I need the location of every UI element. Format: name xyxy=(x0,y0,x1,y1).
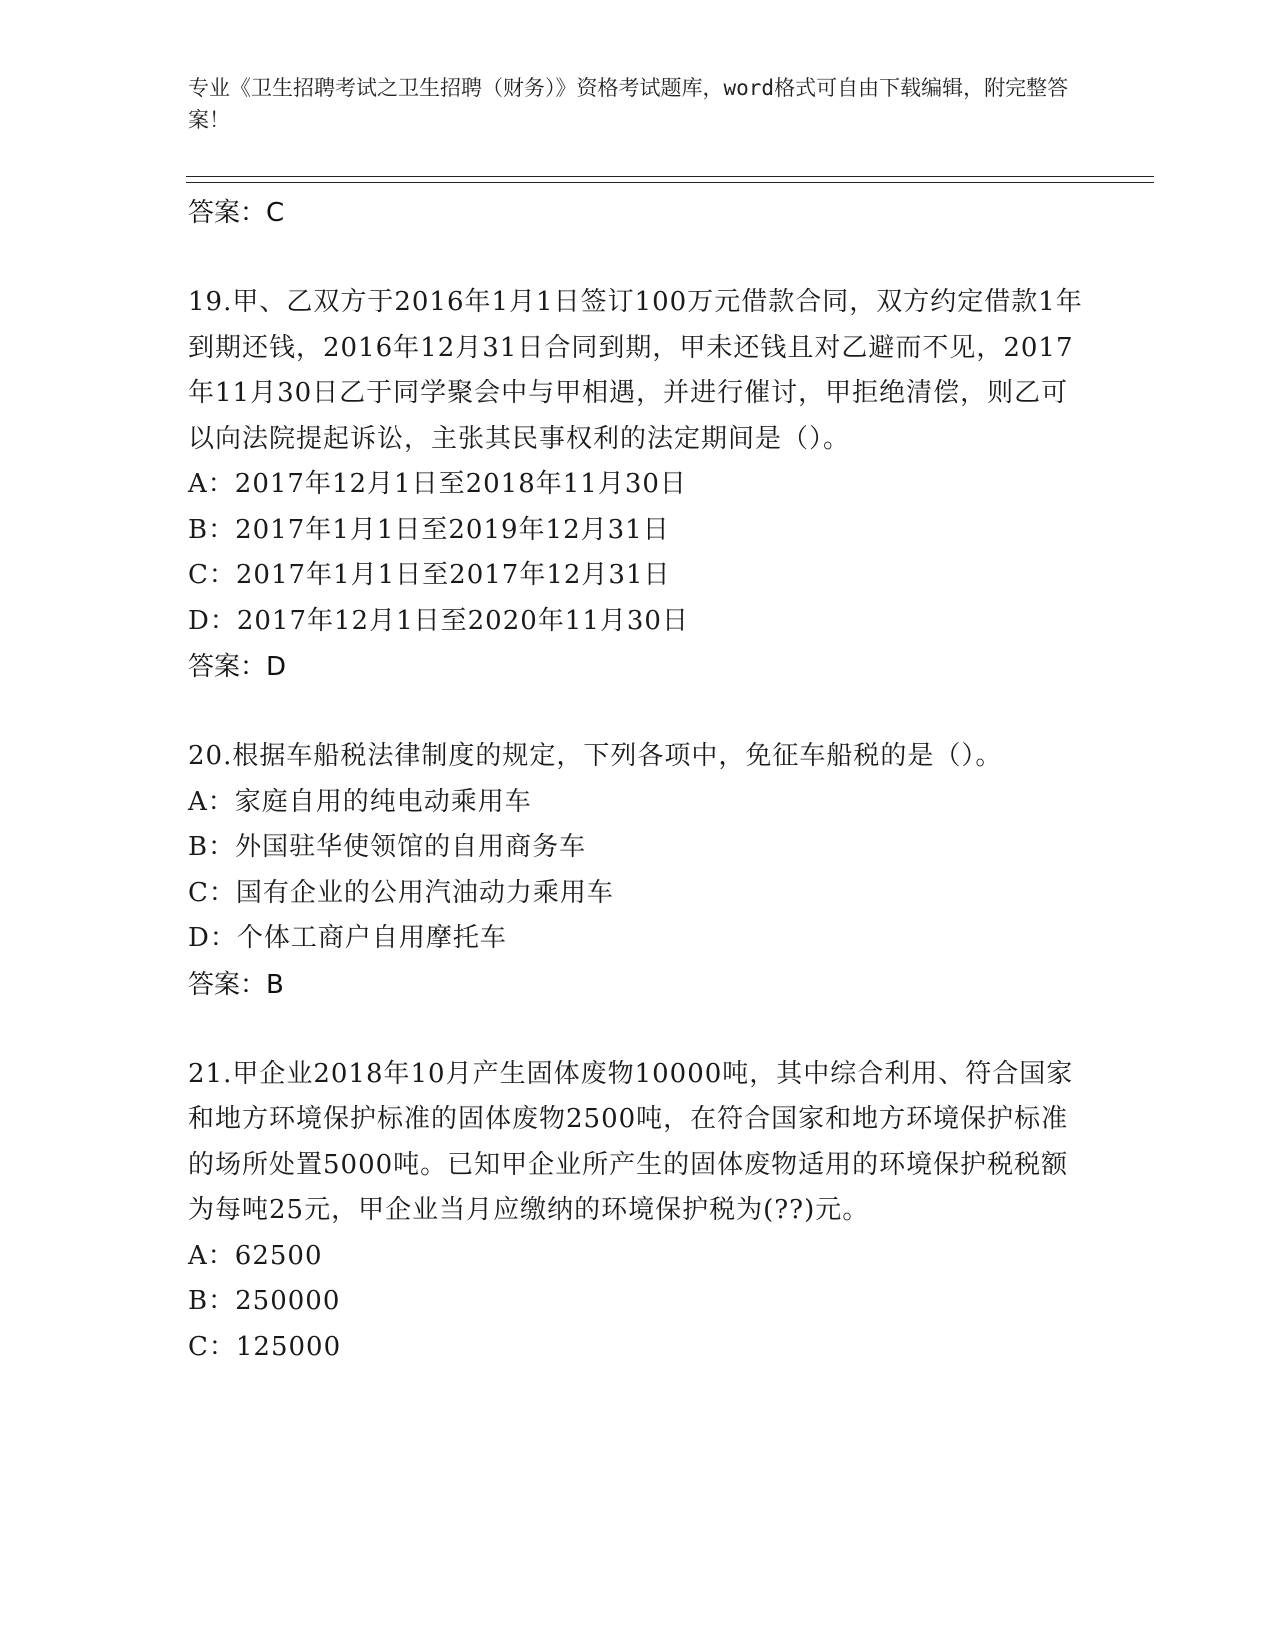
option-a: A：2017年12月1日至2018年11月30日 xyxy=(188,469,687,499)
question-content xyxy=(188,190,1088,1370)
option-d: D：个体工商户自用摩托车 xyxy=(188,923,507,953)
option-b: B：外国驻华使领馆的自用商务车 xyxy=(188,832,587,862)
option-b: B：2017年1月1日至2019年12月31日 xyxy=(188,514,670,545)
document-header: 专业《卫生招聘考试之卫生招聘（财务）》资格考试题库，word格式可自由下载编辑，附完整答案！ xyxy=(188,76,1069,132)
question-stem: 19.甲、乙双方于2016年1月1日签订100万元借款合同，双方约定借款1年到期还钱，2016年12月31日合同到期，甲未还钱且对乙避而不见，2017年11月30日乙于同学聚会中与甲相遇，并进行催讨，甲拒绝清偿，则乙可以向法院提起诉讼，主张其民事权利的法定期间是（）。 xyxy=(188,287,1083,454)
option-d: D：2017年12月1日至2020年11月30日 xyxy=(188,605,689,636)
question-stem: 20.根据车船税法律制度的规定，下列各项中，免征车船税的是（）。 xyxy=(188,741,1003,771)
question-19 xyxy=(188,280,1088,690)
header-rule-top xyxy=(186,176,1154,177)
question-stem: 21.甲企业2018年10月产生固体废物10000吨，其中综合利用、符合国家和地方环境保护标准的固体废物2500吨，在符合国家和地方环境保护标准的场所处置5000吨。已知甲企业所产生的固体废物适用的环境保护税税额为每吨25元，甲企业当月应缴纳的环境保护税为(??)元。 xyxy=(188,1058,1074,1225)
option-c: C：125000 xyxy=(188,1331,342,1362)
spacer xyxy=(188,1008,1088,1052)
option-c: C：国有企业的公用汽油动力乘用车 xyxy=(188,877,614,908)
spacer xyxy=(188,236,1088,280)
previous-answer: 答案：C xyxy=(188,198,285,228)
question-20 xyxy=(188,734,1088,1008)
option-c: C：2017年1月1日至2017年12月31日 xyxy=(188,560,671,590)
header-rule-bottom xyxy=(186,182,1154,183)
question-21 xyxy=(188,1052,1088,1371)
answer: 答案：B xyxy=(188,969,284,1000)
option-a: A：62500 xyxy=(188,1240,323,1271)
option-a: A：家庭自用的纯电动乘用车 xyxy=(188,786,532,817)
answer: 答案：D xyxy=(188,652,287,682)
spacer xyxy=(188,690,1088,734)
option-b: B：250000 xyxy=(188,1286,341,1316)
